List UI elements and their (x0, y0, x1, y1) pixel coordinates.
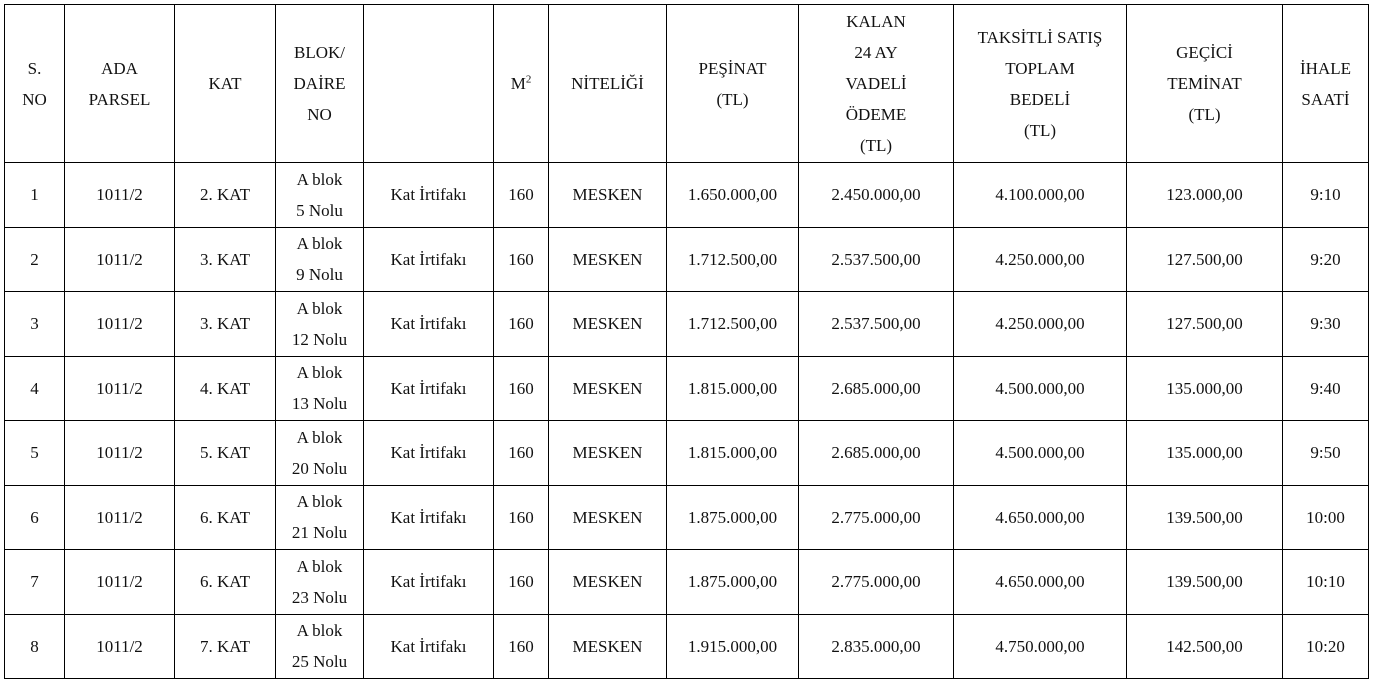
cell-sno: 4 (5, 356, 65, 421)
document-page (4, 4, 1369, 679)
cell-blok-daire: A blok 25 Nolu (276, 614, 364, 679)
cell-kalan-odeme: 2.775.000,00 (799, 485, 954, 550)
cell-ada-parsel: 1011/2 (65, 292, 175, 357)
cell-ihale-saati: 10:20 (1283, 614, 1369, 679)
cell-kalan-odeme: 2.775.000,00 (799, 550, 954, 615)
auction-table (4, 4, 1369, 679)
cell-sno: 1 (5, 163, 65, 228)
cell-ada-parsel: 1011/2 (65, 485, 175, 550)
cell-m2: 160 (494, 227, 549, 292)
cell-m2: 160 (494, 163, 549, 228)
cell-m2: 160 (494, 356, 549, 421)
cell-pesinat: 1.712.500,00 (667, 292, 799, 357)
header-kalan-odeme: KALAN 24 AY VADELİ ÖDEME (TL) (799, 5, 954, 163)
header-nitelik: NİTELİĞİ (549, 5, 667, 163)
cell-pesinat: 1.650.000,00 (667, 163, 799, 228)
cell-gecici-teminat: 127.500,00 (1127, 227, 1283, 292)
cell-gecici-teminat: 135.000,00 (1127, 421, 1283, 486)
cell-kat: 7. KAT (175, 614, 276, 679)
cell-toplam-bedel: 4.500.000,00 (954, 356, 1127, 421)
cell-ihale-saati: 10:00 (1283, 485, 1369, 550)
table-header (5, 5, 1369, 163)
header-row (5, 5, 1369, 163)
cell-durum: Kat İrtifakı (364, 421, 494, 486)
cell-kat: 3. KAT (175, 292, 276, 357)
cell-toplam-bedel: 4.650.000,00 (954, 550, 1127, 615)
cell-pesinat: 1.815.000,00 (667, 421, 799, 486)
header-m2-sup: 2 (525, 73, 532, 86)
cell-gecici-teminat: 139.500,00 (1127, 485, 1283, 550)
cell-sno: 5 (5, 421, 65, 486)
cell-ada-parsel: 1011/2 (65, 421, 175, 486)
cell-toplam-bedel: 4.500.000,00 (954, 421, 1127, 486)
table-row (5, 614, 1369, 679)
table-row (5, 421, 1369, 486)
cell-kalan-odeme: 2.537.500,00 (799, 292, 954, 357)
cell-kat: 4. KAT (175, 356, 276, 421)
cell-ihale-saati: 9:20 (1283, 227, 1369, 292)
cell-m2: 160 (494, 614, 549, 679)
cell-nitelik: MESKEN (549, 163, 667, 228)
cell-ada-parsel: 1011/2 (65, 227, 175, 292)
cell-blok-daire: A blok 12 Nolu (276, 292, 364, 357)
cell-sno: 3 (5, 292, 65, 357)
cell-toplam-bedel: 4.250.000,00 (954, 292, 1127, 357)
header-m2-label: M (510, 74, 526, 93)
cell-gecici-teminat: 139.500,00 (1127, 550, 1283, 615)
cell-sno: 6 (5, 485, 65, 550)
table-row (5, 292, 1369, 357)
cell-m2: 160 (494, 550, 549, 615)
table-row (5, 356, 1369, 421)
cell-nitelik: MESKEN (549, 614, 667, 679)
table-body (5, 163, 1369, 679)
header-kat: KAT (175, 5, 276, 163)
cell-pesinat: 1.875.000,00 (667, 485, 799, 550)
cell-durum: Kat İrtifakı (364, 550, 494, 615)
cell-blok-daire: A blok 20 Nolu (276, 421, 364, 486)
cell-sno: 8 (5, 614, 65, 679)
cell-toplam-bedel: 4.750.000,00 (954, 614, 1127, 679)
cell-kat: 3. KAT (175, 227, 276, 292)
cell-ada-parsel: 1011/2 (65, 356, 175, 421)
cell-pesinat: 1.712.500,00 (667, 227, 799, 292)
cell-kat: 5. KAT (175, 421, 276, 486)
cell-durum: Kat İrtifakı (364, 163, 494, 228)
cell-nitelik: MESKEN (549, 292, 667, 357)
header-ihale-saati: İHALE SAATİ (1283, 5, 1369, 163)
table-row (5, 485, 1369, 550)
cell-blok-daire: A blok 5 Nolu (276, 163, 364, 228)
cell-gecici-teminat: 135.000,00 (1127, 356, 1283, 421)
cell-kat: 2. KAT (175, 163, 276, 228)
cell-ihale-saati: 9:10 (1283, 163, 1369, 228)
table-row (5, 550, 1369, 615)
header-pesinat: PEŞİNAT (TL) (667, 5, 799, 163)
cell-ihale-saati: 9:30 (1283, 292, 1369, 357)
cell-nitelik: MESKEN (549, 356, 667, 421)
cell-gecici-teminat: 127.500,00 (1127, 292, 1283, 357)
header-m2 (494, 5, 549, 163)
cell-blok-daire: A blok 21 Nolu (276, 485, 364, 550)
cell-nitelik: MESKEN (549, 550, 667, 615)
header-durum (364, 5, 494, 163)
header-toplam-bedel: TAKSİTLİ SATIŞ TOPLAM BEDELİ (TL) (954, 5, 1127, 163)
cell-ihale-saati: 10:10 (1283, 550, 1369, 615)
header-ada-parsel: ADA PARSEL (65, 5, 175, 163)
cell-blok-daire: A blok 9 Nolu (276, 227, 364, 292)
cell-kalan-odeme: 2.537.500,00 (799, 227, 954, 292)
cell-kalan-odeme: 2.685.000,00 (799, 356, 954, 421)
cell-ada-parsel: 1011/2 (65, 614, 175, 679)
table-row (5, 163, 1369, 228)
cell-blok-daire: A blok 23 Nolu (276, 550, 364, 615)
cell-nitelik: MESKEN (549, 485, 667, 550)
cell-ihale-saati: 9:40 (1283, 356, 1369, 421)
header-blok-daire: BLOK/ DAİRE NO (276, 5, 364, 163)
cell-durum: Kat İrtifakı (364, 227, 494, 292)
cell-pesinat: 1.875.000,00 (667, 550, 799, 615)
cell-sno: 7 (5, 550, 65, 615)
cell-nitelik: MESKEN (549, 227, 667, 292)
cell-m2: 160 (494, 421, 549, 486)
cell-toplam-bedel: 4.100.000,00 (954, 163, 1127, 228)
cell-kat: 6. KAT (175, 550, 276, 615)
cell-gecici-teminat: 142.500,00 (1127, 614, 1283, 679)
header-gecici-teminat: GEÇİCİ TEMİNAT (TL) (1127, 5, 1283, 163)
cell-toplam-bedel: 4.250.000,00 (954, 227, 1127, 292)
table-row (5, 227, 1369, 292)
cell-durum: Kat İrtifakı (364, 292, 494, 357)
cell-nitelik: MESKEN (549, 421, 667, 486)
header-sno: S. NO (5, 5, 65, 163)
cell-m2: 160 (494, 292, 549, 357)
cell-sno: 2 (5, 227, 65, 292)
cell-durum: Kat İrtifakı (364, 485, 494, 550)
cell-durum: Kat İrtifakı (364, 614, 494, 679)
cell-m2: 160 (494, 485, 549, 550)
cell-ada-parsel: 1011/2 (65, 550, 175, 615)
cell-ihale-saati: 9:50 (1283, 421, 1369, 486)
cell-durum: Kat İrtifakı (364, 356, 494, 421)
cell-toplam-bedel: 4.650.000,00 (954, 485, 1127, 550)
cell-kalan-odeme: 2.685.000,00 (799, 421, 954, 486)
cell-kalan-odeme: 2.835.000,00 (799, 614, 954, 679)
cell-pesinat: 1.815.000,00 (667, 356, 799, 421)
cell-pesinat: 1.915.000,00 (667, 614, 799, 679)
cell-kat: 6. KAT (175, 485, 276, 550)
cell-ada-parsel: 1011/2 (65, 163, 175, 228)
cell-gecici-teminat: 123.000,00 (1127, 163, 1283, 228)
cell-kalan-odeme: 2.450.000,00 (799, 163, 954, 228)
cell-blok-daire: A blok 13 Nolu (276, 356, 364, 421)
